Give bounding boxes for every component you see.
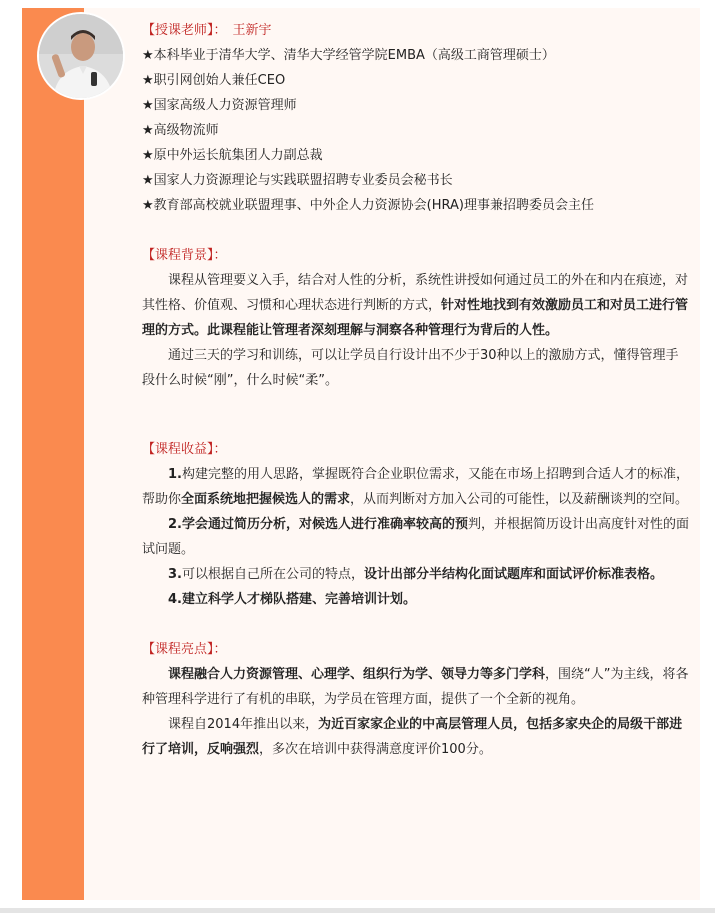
benefit-3-text: 可以根据自己所在公司的特点， bbox=[181, 567, 364, 582]
benefit-item-3 bbox=[142, 562, 690, 587]
bottom-divider bbox=[0, 908, 715, 913]
credential-item: ★职引网创始人兼任CEO bbox=[142, 73, 286, 88]
teacher-heading-label: 【授课老师】： bbox=[142, 23, 227, 38]
teacher-name: 王新宇 bbox=[232, 23, 272, 38]
benefit-3-number: 3. bbox=[168, 567, 182, 582]
benefits-heading: 【课程收益】： bbox=[142, 442, 227, 457]
highlights-p2-text-a: 课程自2014年推出以来， bbox=[168, 717, 319, 732]
credential-item: ★高级物流师 bbox=[142, 123, 219, 138]
credential-item: ★国家高级人力资源管理师 bbox=[142, 98, 297, 113]
highlights-p1-text: ，围绕“人”为主线，将各种管理科学进行了有机的串联，为学员在管理方面，提供了一个全新的视角。 bbox=[142, 667, 689, 707]
credential-item: ★国家人力资源理论与实践联盟招聘专业委员会秘书长 bbox=[142, 173, 453, 188]
benefit-2-text: 判，并根据简历设计出高度针对性的面试问题。 bbox=[142, 517, 689, 557]
highlights-heading: 【课程亮点】： bbox=[142, 642, 227, 657]
highlights-p2-text-b: ，多次在培训中获得满意度评价100分。 bbox=[259, 742, 492, 757]
benefit-3-bold: 设计出部分半结构化面试题库和面试评价标准表格。 bbox=[364, 567, 664, 582]
benefit-item-2 bbox=[142, 512, 690, 562]
credential-item: ★原中外运长航集团人力副总裁 bbox=[142, 148, 323, 163]
benefit-1-text-b: ，从而判断对方加入公司的可能性，以及薪酬谈判的空间。 bbox=[350, 492, 689, 507]
highlights-p1-bold: 课程融合人力资源管理、心理学、组织行为学、领导力等多门学科 bbox=[168, 667, 546, 682]
benefit-1-text-a: 构建完整的用人思路，掌握既符合企业职位需求，又能在市场上招聘到合适人才的标准，帮助你 bbox=[142, 467, 689, 507]
highlights-paragraph-2 bbox=[142, 712, 690, 762]
credential-item: ★教育部高校就业联盟理事、中外企人力资源协会(HRA)理事兼招聘委员会主任 bbox=[142, 198, 594, 213]
teacher-photo-icon bbox=[39, 14, 123, 98]
course-content bbox=[142, 18, 690, 762]
credential-item: ★本科毕业于清华大学、清华大学经管学院EMBA（高级工商管理硕士） bbox=[142, 48, 555, 63]
teacher-heading bbox=[142, 18, 690, 43]
background-paragraph-1 bbox=[142, 268, 690, 343]
benefit-item-1 bbox=[142, 462, 690, 512]
benefit-4-bold: 4.建立科学人才梯队搭建、完善培训计划。 bbox=[168, 592, 416, 607]
background-heading: 【课程背景】： bbox=[142, 248, 227, 263]
background-p1-bold: 针对性地找到有效激励员工和对员工进行管理的方式。此课程能让管理者深刻理解与洞察各种管理行为背后的人性。 bbox=[142, 298, 689, 338]
teacher-avatar bbox=[37, 12, 125, 100]
benefit-item-4 bbox=[142, 587, 690, 612]
background-paragraph-2: 通过三天的学习和训练，可以让学员自行设计出不少于30种以上的激励方式，懂得管理手段什么时候“刚”，什么时候“柔”。 bbox=[142, 348, 679, 388]
left-accent-stripe bbox=[22, 8, 84, 900]
highlights-paragraph-1 bbox=[142, 662, 690, 712]
benefit-1-number: 1. bbox=[168, 467, 182, 482]
benefit-1-bold: 全面系统地把握候选人的需求 bbox=[181, 492, 351, 507]
highlights-p2-bold: 为近百家家企业的中高层管理人员，包括多家央企的局级干部进行了培训，反响强烈 bbox=[142, 717, 683, 757]
background-p1-text: 课程从管理要义入手，结合对人性的分析，系统性讲授如何通过员工的外在和内在痕迹，对其性格、价值观、习惯和心理状态进行判断的方式， bbox=[142, 273, 689, 313]
benefit-2-bold: 2.学会通过简历分析，对候选人进行准确率较高的预 bbox=[168, 517, 468, 532]
